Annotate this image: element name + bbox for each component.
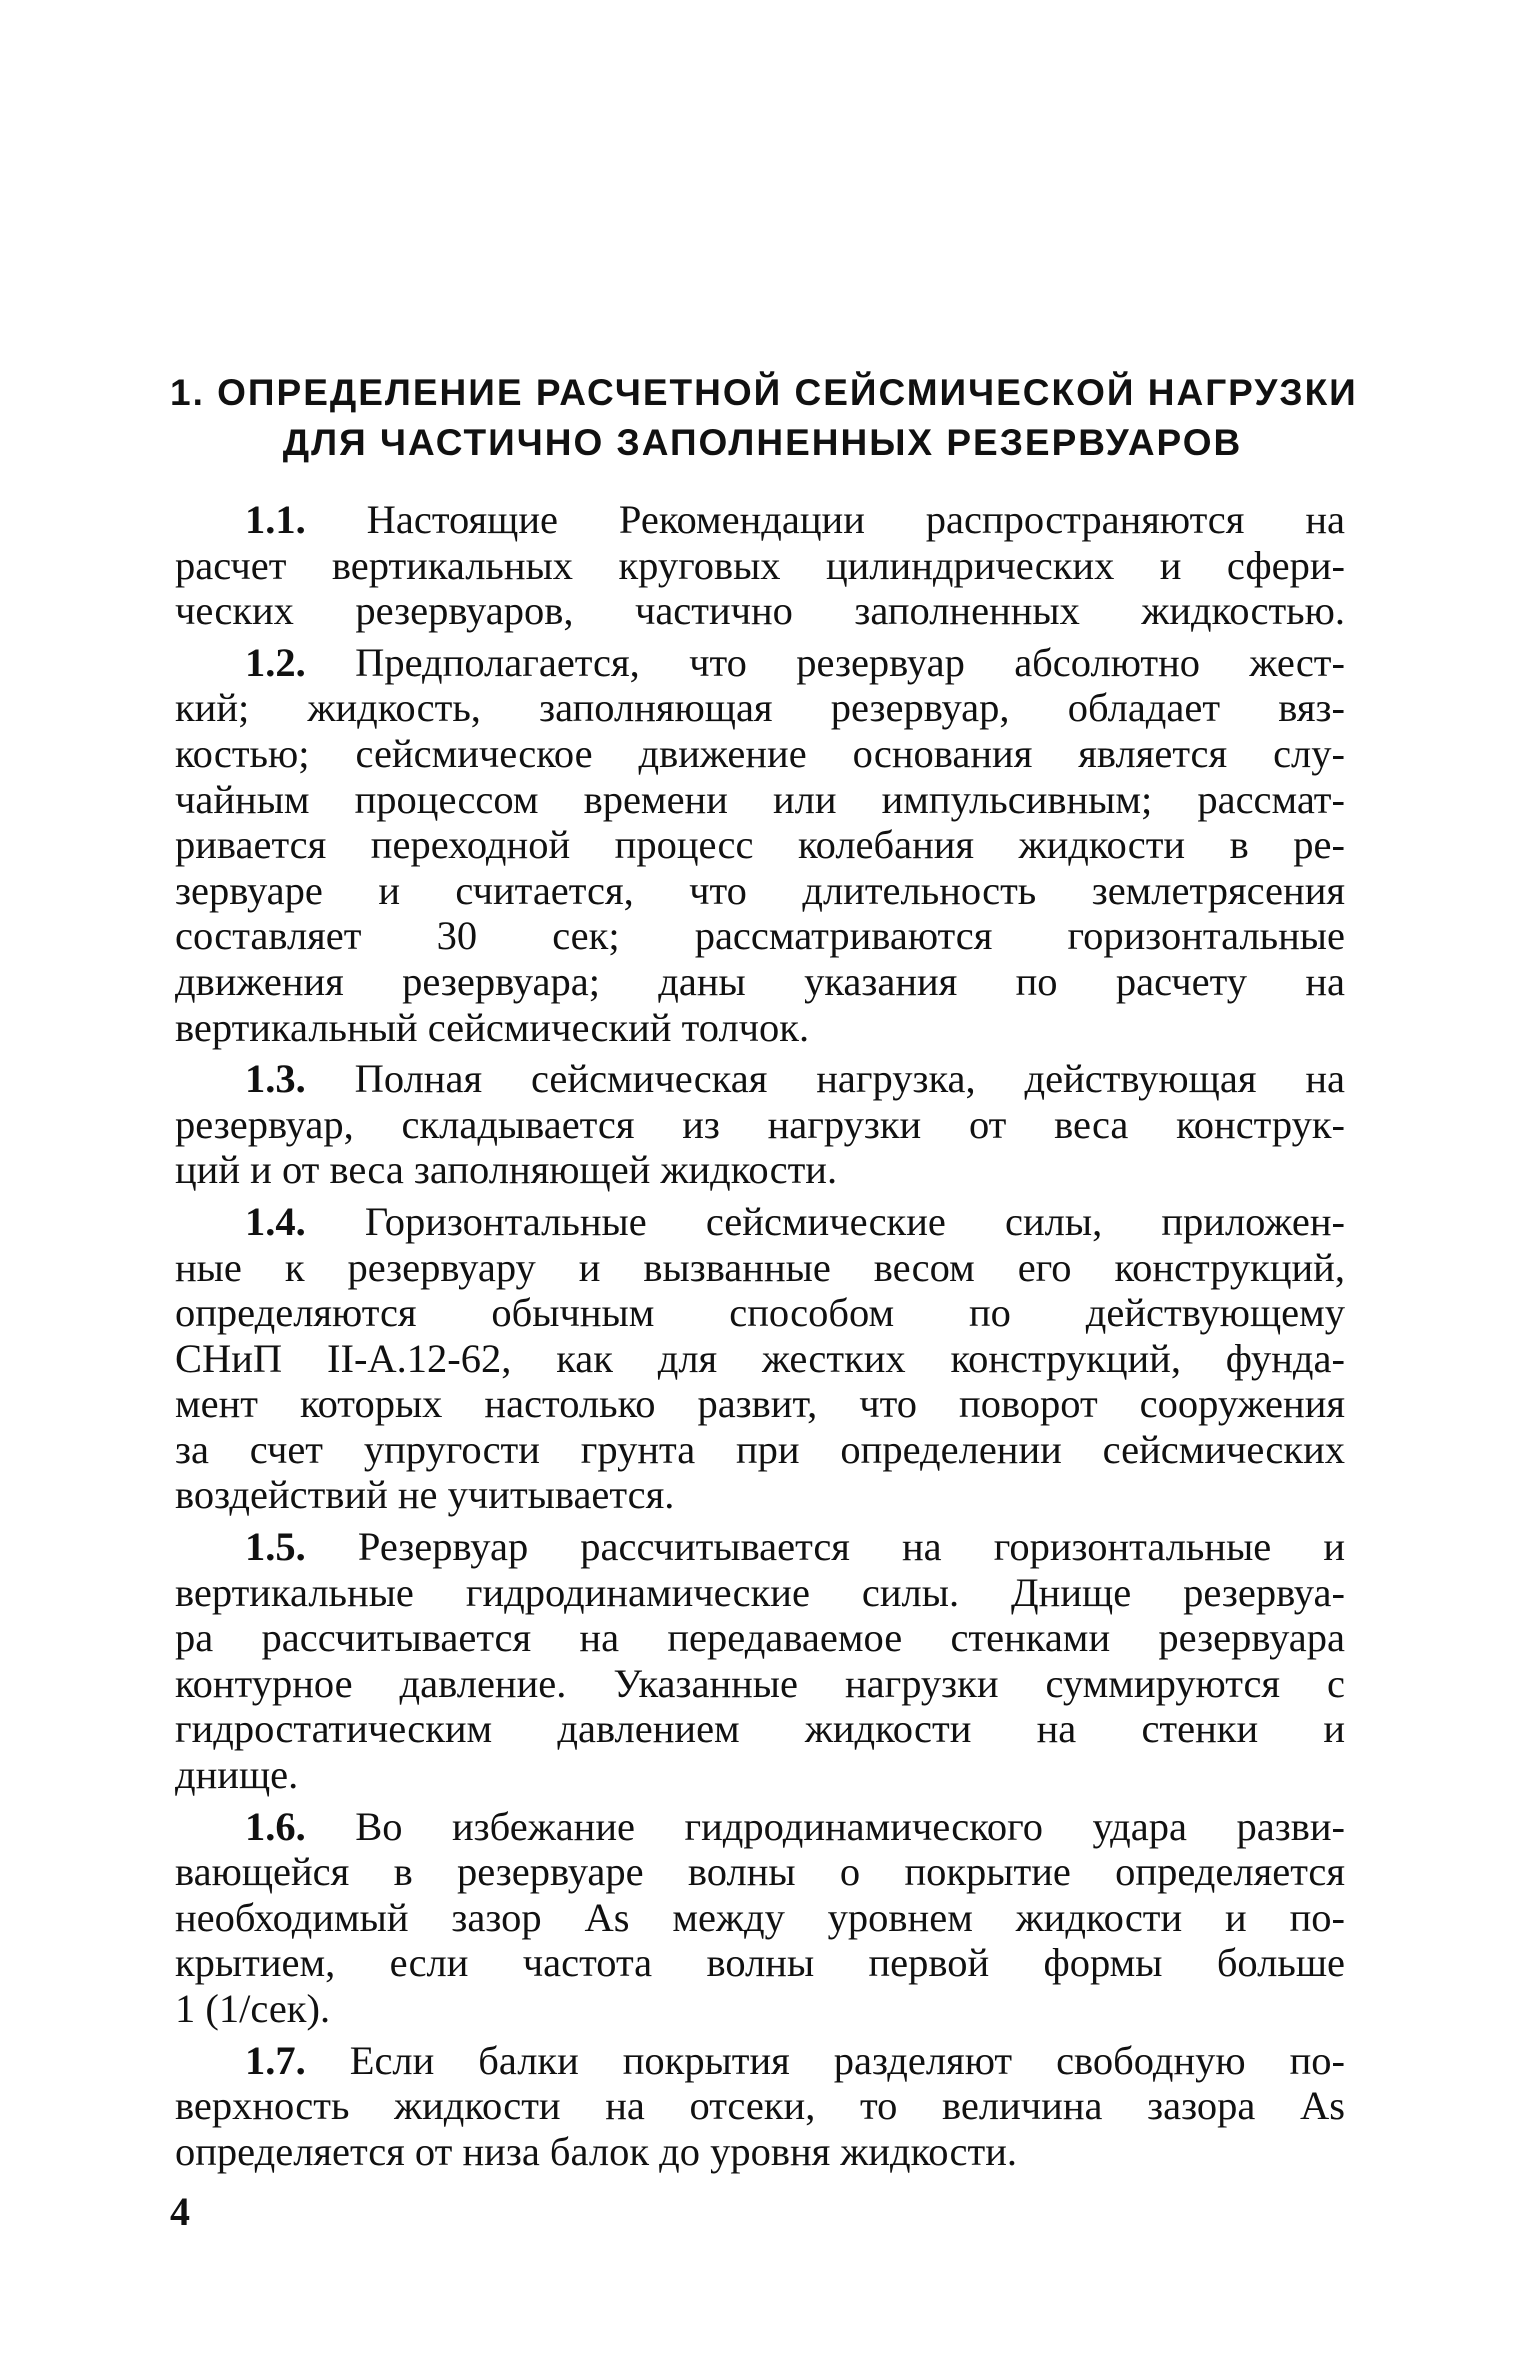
text-line: движения резервуара; даны указания по расчету на [175,958,1345,1004]
text-line: определяется от низа балок до уровня жидкости. [175,2128,1018,2174]
paragraph-number: 1.4. [245,1198,306,1244]
text-line: определяются обычным способом по действующему [175,1290,1345,1336]
text-line: ций и от веса заполняющей жидкости. [175,1147,838,1193]
text-line: гидростатическим давлением жидкости на стенки и [175,1706,1345,1752]
paragraph-number: 1.6. [245,1803,306,1849]
text-line: днище. [175,1752,299,1798]
page-number: 4 [170,2189,190,2234]
text-line: зервуаре и считается, что длительность землетрясения [175,867,1345,913]
text-line: резервуар, складывается из нагрузки от веса конструк- [175,1101,1345,1147]
paragraph-1-2 [175,640,1345,1050]
text-line: ные к резервуару и вызванные весом его конструкций, [175,1244,1345,1290]
heading-line-2: ДЛЯ ЧАСТИЧНО ЗАПОЛНЕННЫХ РЕЗЕРВУАРОВ [282,422,1243,463]
text-line: 1 (1/сек). [175,1986,331,2031]
text-line: 1.3. Полная сейсмическая нагрузка, действующая на [245,1056,1345,1102]
text-line: ческих резервуаров, частично заполненных жидкостью. [175,588,1345,634]
text-line: костью; сейсмическое движение основания является слу- [175,730,1345,776]
text-line: вертикальные гидродинамические силы. Днище резервуа- [175,1569,1345,1615]
text-line: СНиП II-А.12-62, как для жестких конструкций, фунда- [175,1335,1345,1381]
text-line: 1.5. Резервуар рассчитывается на горизонтальные и [245,1524,1345,1570]
text-line: ривается переходной процесс колебания жидкости в ре- [175,822,1345,868]
text-line: вающейся в резервуаре волны о покрытие определяется [175,1849,1345,1895]
text-line: 1.2. Предполагается, что резервуар абсолютно жест- [245,639,1345,685]
text-line: контурное давление. Указанные нагрузки суммируются с [175,1660,1345,1706]
body-text [175,497,1345,2180]
text-line: вертикальный сейсмический толчок. [175,1004,810,1050]
text-line: 1.4. Горизонтальные сейсмические силы, приложен- [245,1198,1345,1244]
paragraph-number: 1.7. [245,2037,306,2083]
paragraph-1-3 [175,1056,1345,1193]
text-line: мент которых настолько развит, что поворот сооружения [175,1381,1345,1427]
text-line: ра рассчитывается на передаваемое стенками резервуара [175,1615,1345,1661]
section-heading [170,368,1358,468]
text-line: чайным процессом времени или импульсивным; рассмат- [175,776,1345,822]
paragraph-1-6 [175,1804,1345,2032]
text-line: за счет упругости грунта при определении сейсмических [175,1426,1345,1472]
paragraph-1-4 [175,1199,1345,1518]
text-line: необходимый зазор As между уровнем жидкости и по- [175,1894,1345,1940]
paragraph-1-1 [175,497,1345,634]
paragraph-number: 1.2. [245,639,306,685]
heading-line-1: 1. ОПРЕДЕЛЕНИЕ РАСЧЕТНОЙ СЕЙСМИЧЕСКОЙ НАГРУЗКИ [170,372,1358,413]
text-line: составляет 30 сек; рассматриваются горизонтальные [175,913,1345,959]
paragraph-number: 1.5. [245,1524,306,1570]
text-line: крытием, если частота волны первой формы больше [175,1940,1345,1986]
paragraph-number: 1.3. [245,1056,306,1102]
paragraph-1-5 [175,1524,1345,1798]
text-line: 1.7. Если балки покрытия разделяют свободную по- [245,2037,1345,2083]
text-line: кий; жидкость, заполняющая резервуар, обладает вяз- [175,685,1345,731]
text-line: расчет вертикальных круговых цилиндрических и сфери- [175,542,1345,588]
text-line: 1.1. Настоящие Рекомендации распространяются на [245,497,1345,542]
paragraph-number: 1.1. [245,497,306,542]
text-line: верхность жидкости на отсеки, то величина зазора As [175,2083,1345,2129]
text-line: 1.6. Во избежание гидродинамического удара разви- [245,1803,1345,1849]
text-line: воздействий не учитывается. [175,1472,675,1518]
paragraph-1-7 [175,2038,1345,2175]
